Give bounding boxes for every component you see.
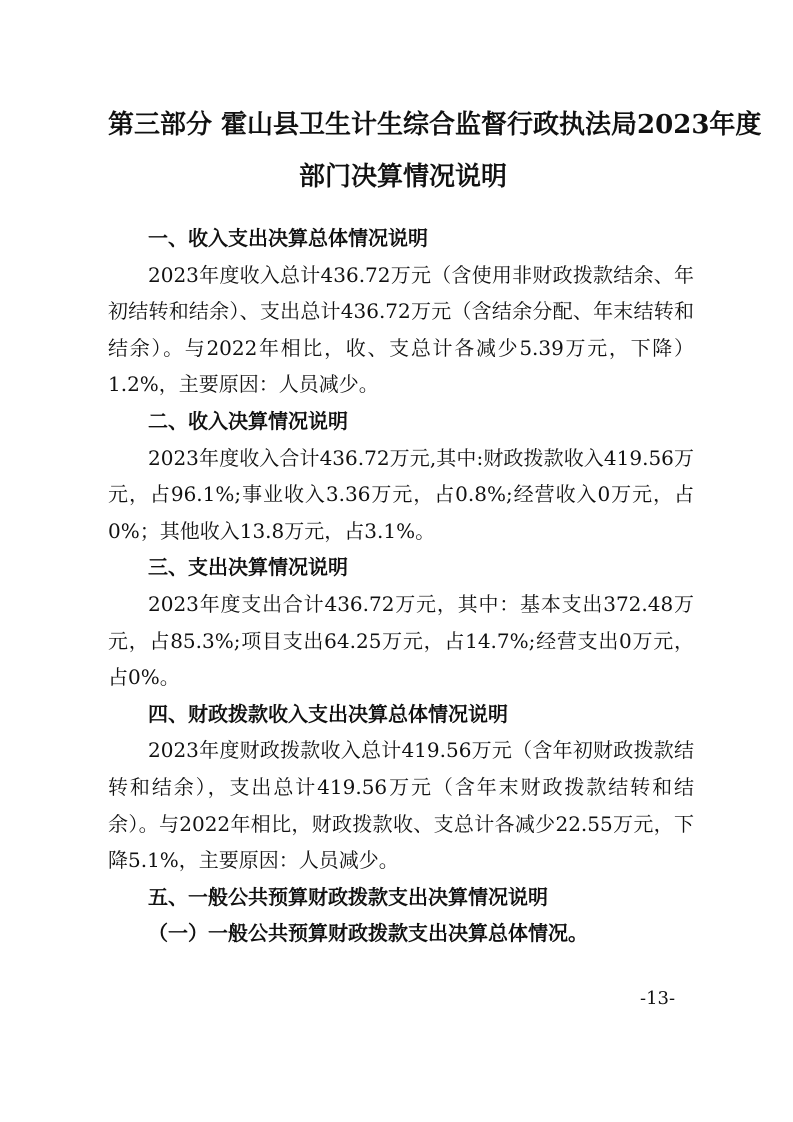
section-body-3: 2023年度支出合计436.72万元，其中：基本支出372.48万元，占85.3%;项目支出64.25万元，占14.7%;经营支出0万元，占0%。	[108, 591, 694, 690]
section-body-1: 2023年度收入总计436.72万元（含使用非财政拨款结余、年初结转和结余）、支出总计436.72万元（含结余分配、年末结转和结余）。与2022年相比，收、支总计各减少5.39万元，下降）1.2%，主要原因：人员减少。	[108, 262, 694, 397]
section-heading-5: 五、一般公共预算财政拨款支出决算情况说明	[148, 884, 548, 909]
page-number: -13-	[640, 988, 676, 1009]
section-body-2: 2023年度收入合计436.72万元,其中:财政拨款收入419.56万元，占96.1%;事业收入3.36万元，占0.8%;经营收入0万元，占0%；其他收入13.8万元，占3.1%。	[108, 445, 694, 543]
subsection-heading-1: （一）一般公共预算财政拨款支出决算总体情况。	[148, 921, 588, 946]
section-heading-3: 三、支出决算情况说明	[148, 555, 348, 580]
section-heading-4: 四、财政拨款收入支出决算总体情况说明	[148, 701, 508, 726]
section-heading-2: 二、收入决算情况说明	[148, 408, 348, 433]
document-body	[108, 220, 694, 952]
section-body-4: 2023年度财政拨款收入总计419.56万元（含年初财政拨款结转和结余），支出总计419.56万元（含年末财政拨款结转和结余）。与2022年相比，财政拨款收、支总计各减少22.55万元，下降5.1%，主要原因：人员减少。	[108, 738, 694, 873]
page-title-line-1: 第三部分 霍山县卫生计生综合监督行政执法局2023年度	[108, 110, 762, 140]
page-title-line-2: 部门决算情况说明	[298, 162, 507, 192]
section-heading-1: 一、收入支出决算总体情况说明	[148, 226, 428, 250]
